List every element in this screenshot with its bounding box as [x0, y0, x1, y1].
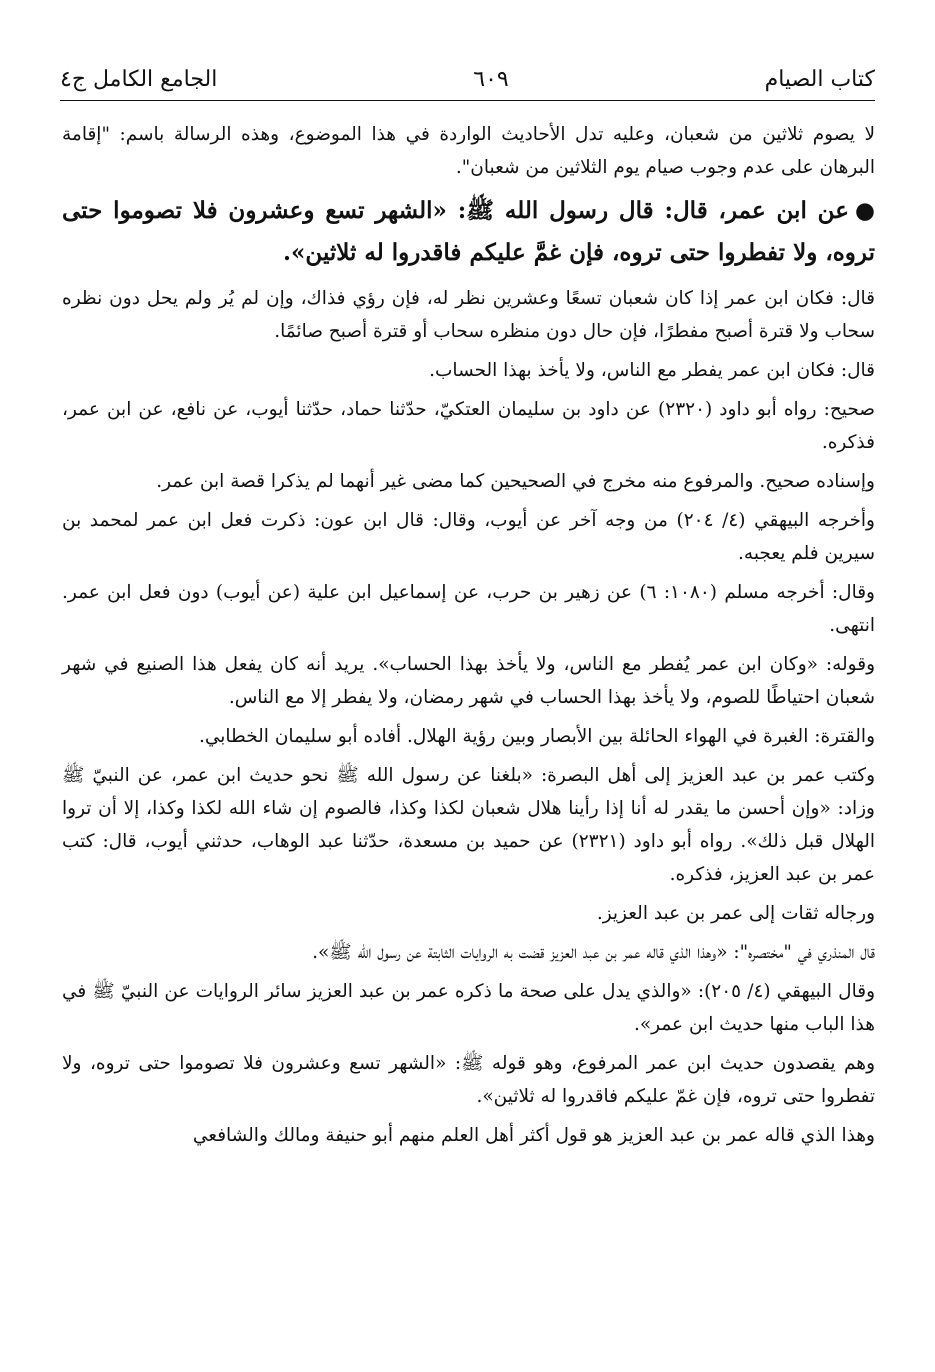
- paragraph: لا يصوم ثلاثين من شعبان، وعليه تدل الأحاديث الواردة في هذا الموضوع، وهذه الرسالة باسم: "إقامة البرهان على عدم وجوب صيام يوم الثلاثين من شعبان".: [62, 124, 875, 178]
- paragraph: وهذا الذي قاله عمر بن عبد العزيز هو قول أكثر أهل العلم منهم أبو حنيفة ومالك والشافعي: [192, 1125, 875, 1146]
- paragraph: صحيح: رواه أبو داود (٢٣٢٠) عن داود بن سليمان العتكيّ، حدّثنا حماد، حدّثنا أيوب، عن نافع، عن ابن عمر، فذكره.: [62, 399, 875, 453]
- page-body: [62, 118, 875, 1158]
- hadith-text: عن ابن عمر، قال: قال رسول الله ﷺ: «الشهر تسع وعشرون فلا تصوموا حتى تروه، ولا تفطروا حتى تروه، فإن غمَّ عليكم فاقدروا له ثلاثين».: [62, 197, 875, 266]
- hadith-paragraph: [62, 190, 875, 274]
- paragraph: قال: فكان ابن عمر يفطر مع الناس، ولا يأخذ بهذا الحساب.: [429, 360, 875, 381]
- page-number: ٦٠٩: [473, 67, 509, 92]
- book-title: الجامع الكامل ج٤: [60, 67, 218, 92]
- bullet-icon: ●: [854, 197, 875, 224]
- paragraph: وقال: أخرجه مسلم (١٠٨٠: ٦) عن زهير بن حرب، عن إسماعيل ابن علية (عن أيوب) دون فعل ابن عمر. انتهى.: [62, 582, 875, 636]
- paragraph: قال: فكان ابن عمر إذا كان شعبان تسعًا وعشرين نظر له، فإن رؤي فذاك، وإن لم يُر ولم يحل دون نظره سحاب ولا قترة أصبح مفطرًا، فإن حال دون منظره سحاب أو قترة أصبح صائمًا.: [62, 288, 875, 342]
- paragraph: قال المنذري في "مختصره": «وهذا الذي قاله عمر بن عبد العزيز قضت به الروايات الثابتة عن رسول الله ﷺ».: [312, 942, 875, 963]
- paragraph: وكتب عمر بن عبد العزيز إلى أهل البصرة: «بلغنا عن رسول الله ﷺ نحو حديث ابن عمر، عن النبيّ ﷺ وزاد: «وإن أحسن ما يقدر له أنا إذا رأينا هلال شعبان لكذا وكذا، فالصوم إن شاء الله لكذا وكذا، إلا أن تروا الهلال قبل ذلك». رواه أبو داود (٢٣٢١) عن حميد بن مسعدة، حدّثنا عبد الوهاب، حدثني أيوب، قال: كتب عمر بن عبد العزيز، فذكره.: [62, 765, 875, 885]
- paragraph: والقترة: الغبرة في الهواء الحائلة بين الأبصار وبين رؤية الهلال. أفاده أبو سليمان الخطابي.: [198, 726, 875, 747]
- paragraph: وقال البيهقي (٤/ ٢٠٥): «والذي يدل على صحة ما ذكره عمر بن عبد العزيز سائر الروايات عن النبيّ ﷺ في هذا الباب منها حديث ابن عمر».: [62, 981, 875, 1035]
- chapter-title: كتاب الصيام: [764, 67, 875, 92]
- paragraph: وقوله: «وكان ابن عمر يُفطر مع الناس، ولا يأخذ بهذا الحساب». يريد أنه كان يفعل هذا الصنيع في شهر شعبان احتياطًا للصوم، ولا يأخذ بهذا الحساب في شهر رمضان، ولا يفطر إلا مع الناس.: [62, 654, 875, 708]
- paragraph: وأخرجه البيهقي (٤/ ٢٠٤) من وجه آخر عن أيوب، وقال: قال ابن عون: ذكرت فعل ابن عمر لمحمد بن سيرين فلم يعجبه.: [62, 510, 875, 564]
- paragraph: وإسناده صحيح. والمرفوع منه مخرج في الصحيحين كما مضى غير أنهما لم يذكرا قصة ابن عمر.: [156, 471, 875, 492]
- page-header: [60, 52, 875, 92]
- header-rule: [60, 100, 875, 101]
- paragraph: وهم يقصدون حديث ابن عمر المرفوع، وهو قوله ﷺ: «الشهر تسع وعشرون فلا تصوموا حتى تروه، ولا تفطروا حتى تروه، فإن غمّ عليكم فاقدروا له ثلاثين».: [62, 1053, 875, 1107]
- paragraph: ورجاله ثقات إلى عمر بن عبد العزيز.: [596, 903, 875, 924]
